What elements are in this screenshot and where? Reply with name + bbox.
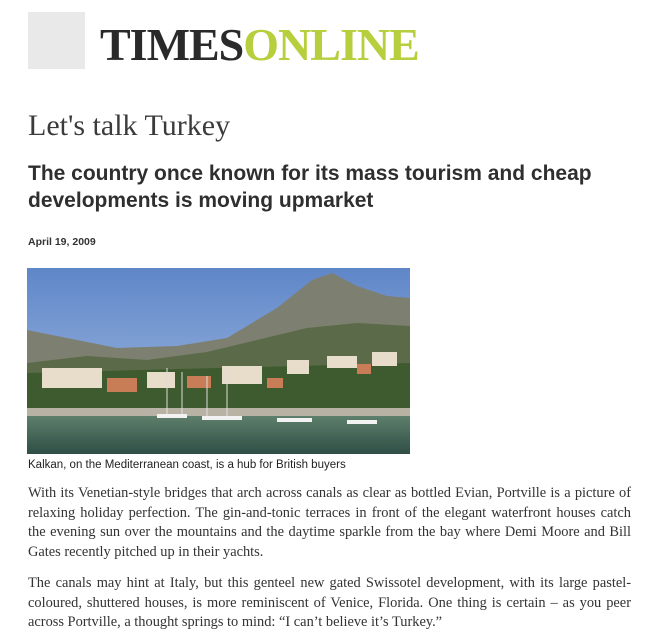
times-online-logo[interactable] — [100, 20, 419, 70]
article-paragraph: The canals may hint at Italy, but this genteel new gated Swissotel development, with its large pastel-coloured, shuttered houses, is more reminiscent of Venice, Florida. One thing is certain – as you peer across Portville, a thought springs to mind: “I can’t believe it’s Turkey.” — [28, 575, 631, 630]
logo-times-text: TIMES — [100, 19, 244, 70]
article-subheadline: The country once known for its mass tourism and cheap developments is moving upmarket — [28, 162, 592, 212]
logo-placeholder — [28, 12, 85, 69]
article-paragraph: With its Venetian-style bridges that arch across canals as clear as bottled Evian, Portville is a picture of relaxing holiday perfection. The gin-and-tonic terraces in front of the elegant waterfront houses catch the evening sun over the mountains and the daytime sparkle from the bay where Demi Moore and Bill Gates recently pitched up in their yachts. — [28, 485, 631, 560]
image-caption: Kalkan, on the Mediterranean coast, is a hub for British buyers — [28, 459, 346, 471]
article-photo — [27, 268, 410, 454]
article-headline: Let's talk Turkey — [28, 109, 231, 142]
article-date: April 19, 2009 — [28, 236, 96, 248]
logo-online-text: ONLINE — [243, 19, 419, 70]
